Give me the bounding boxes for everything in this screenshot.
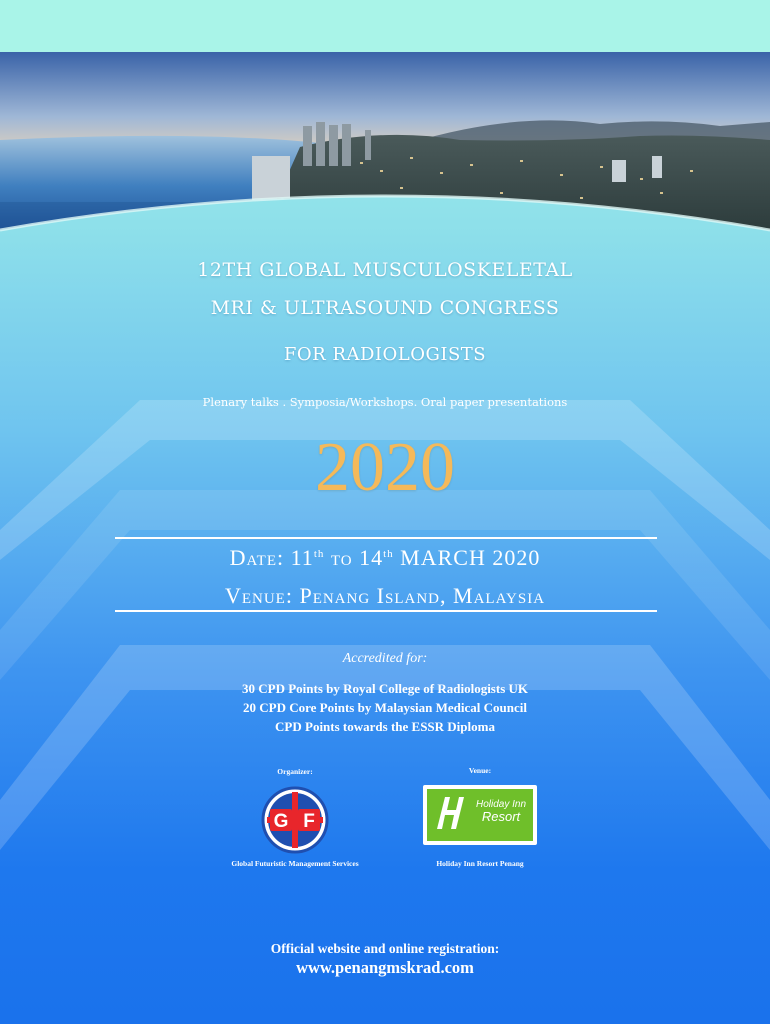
venue-place: Penang Island, Malaysia — [299, 583, 546, 608]
top-band — [0, 0, 770, 52]
venue-label: Venue: — [224, 583, 293, 608]
date-month-year: MARCH 2020 — [400, 545, 541, 570]
accreditation-item: 20 CPD Core Points by Malaysian Medical Council — [243, 700, 527, 715]
event-date — [0, 545, 770, 571]
registration-note: Official website and online registration: — [270, 941, 500, 956]
resort-logo-text: Resort — [481, 809, 521, 824]
event-venue — [0, 583, 770, 609]
divider-top — [115, 537, 657, 539]
programme-subtitle: Plenary talks . Symposia/Workshops. Oral paper presentations — [202, 395, 568, 409]
congress-title-line-3: FOR RADIOLOGISTS — [283, 344, 487, 365]
holiday-inn-logo-graphic — [423, 785, 537, 845]
holiday-inn-resort-logo — [423, 785, 537, 845]
venue-logo-label: Venue: — [468, 766, 492, 775]
accreditation-item: 30 CPD Points by Royal College of Radiologists UK — [242, 681, 528, 696]
organizer-name: Global Futuristic Management Services — [231, 859, 359, 868]
venue-logo-name: Holiday Inn Resort Penang — [436, 859, 524, 868]
gf-organizer-logo — [261, 786, 329, 854]
congress-title-line-1: 12TH GLOBAL MUSCULOSKELETAL — [197, 259, 573, 281]
date-label: Date: — [229, 545, 285, 570]
organizer-label: Organizer: — [277, 767, 313, 776]
website-url[interactable]: www.penangmskrad.com — [296, 958, 474, 977]
gf-logo-letter-f: F — [303, 811, 315, 832]
congress-title-line-2: MRI & ULTRASOUND CONGRESS — [210, 297, 560, 319]
congress-year: 2020 — [315, 429, 455, 506]
accreditation-item: CPD Points towards the ESSR Diploma — [275, 719, 495, 734]
date-to: to — [330, 545, 353, 570]
divider-bottom — [115, 610, 657, 612]
date-start-suffix: th — [313, 548, 325, 560]
gf-logo-letter-g: G — [273, 811, 289, 832]
date-start-day: 11 — [290, 545, 314, 570]
accredited-heading: Accredited for: — [342, 651, 428, 666]
date-end-day: 14 — [359, 545, 384, 570]
date-end-suffix: th — [383, 548, 394, 560]
accreditation-list — [0, 679, 770, 736]
holiday-inn-logo-text: Holiday Inn — [475, 799, 527, 810]
penang-city-banner-image — [0, 52, 770, 237]
